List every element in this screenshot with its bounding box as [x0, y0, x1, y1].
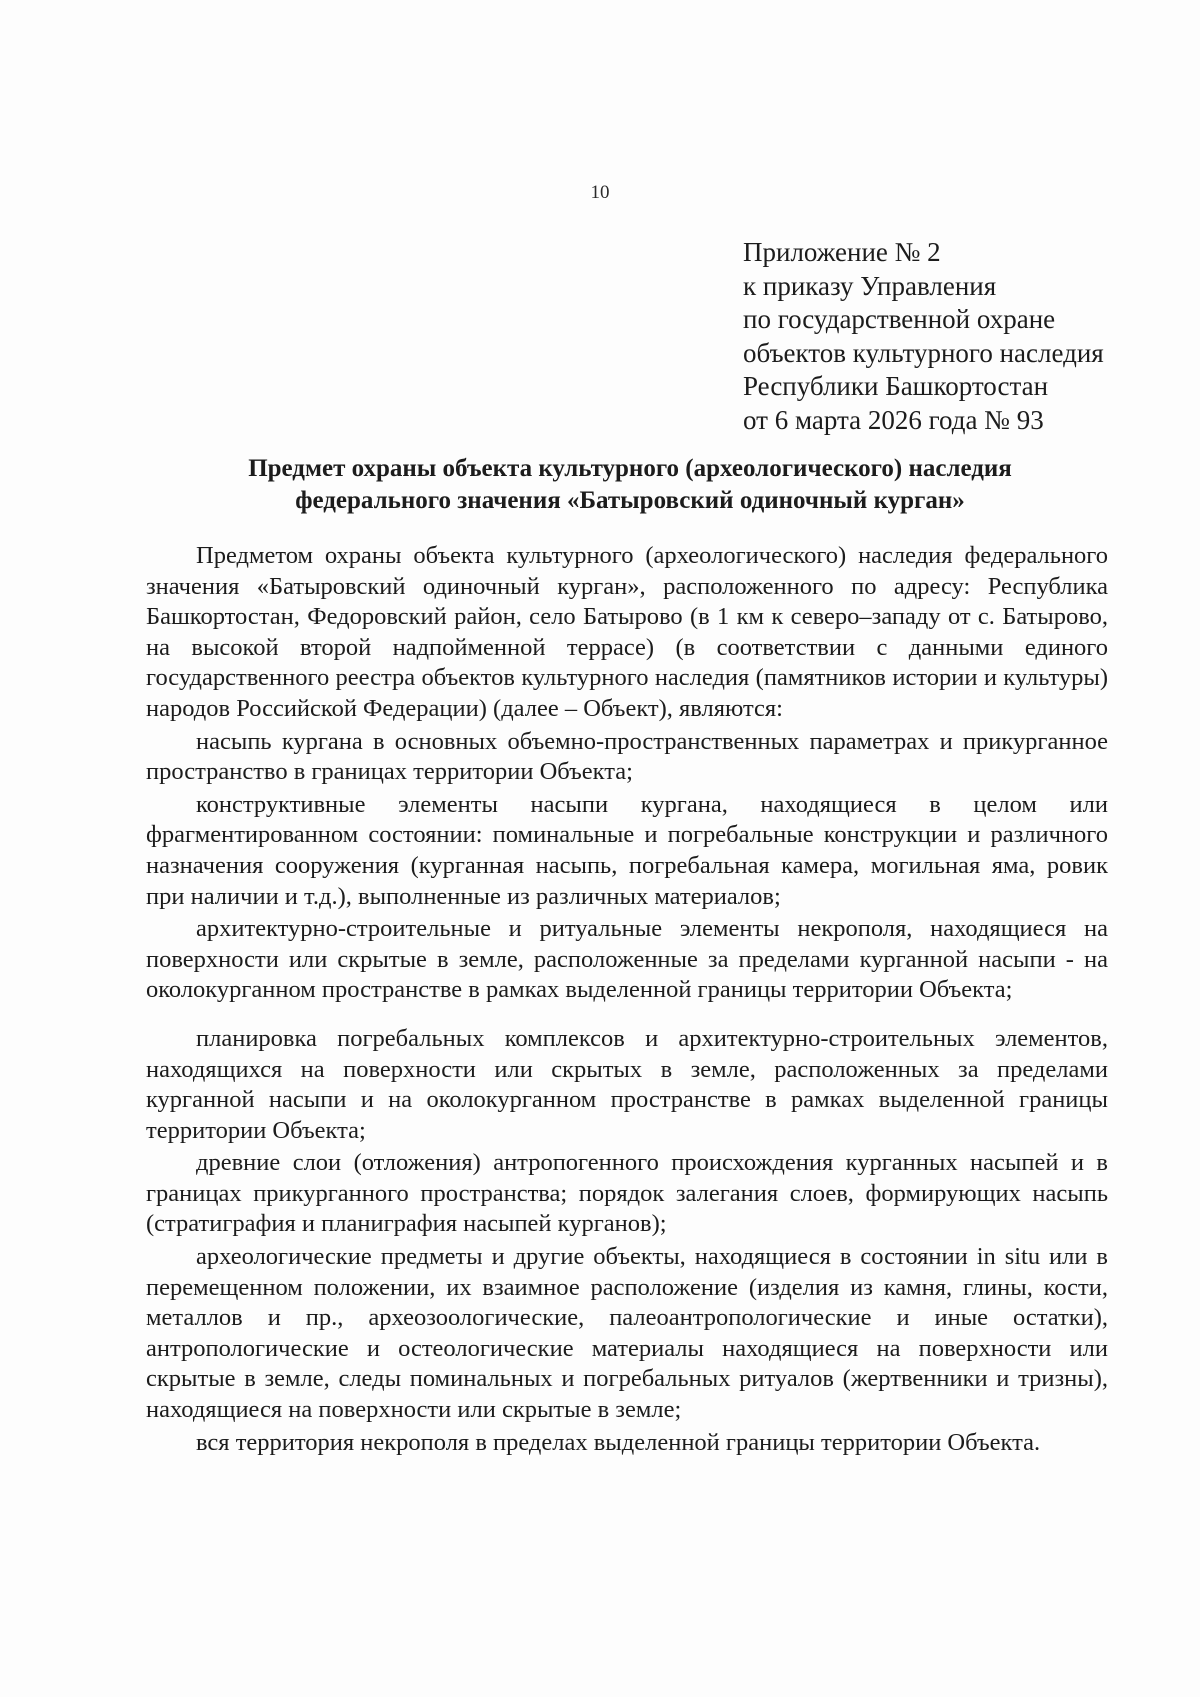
appendix-line: Приложение № 2 [743, 237, 941, 267]
list-item: конструктивные элементы насыпи кургана, находящиеся в целом или фрагментированном состоянии: поминальные и погребальные конструкции и различного назначения сооружения (курганная насыпь, погребальная камера, могильная яма, ровик при наличии и т.д.), выполненные из различных материалов; [146, 790, 1108, 910]
list-item: древние слои (отложения) антропогенного происхождения курганных насыпей и в границах прикурганного пространства; порядок залегания слоев, формирующих насыпь (стратиграфия и планиграфия насыпей курганов); [146, 1149, 1108, 1238]
list-item: архитектурно-строительные и ритуальные элементы некрополя, находящиеся на поверхности или скрытые в земле, расположенные за пределами курганной насыпи - на околокурганном пространстве в рамках выделенной границы территории Объекта; [146, 915, 1108, 1004]
appendix-line: по государственной охране [743, 304, 1056, 334]
list-item: археологические предметы и другие объекты, находящиеся в состоянии in situ или в перемещенном положении, их взаимное расположение (изделия из камня, глины, кости, металлов и пр., археозоологические, палеоантропологические и иные остатки), антропологические и остеологические материалы находящиеся на поверхности или скрытые в земле, следы поминальных и погребальных ритуалов (жертвенники и тризны), находящиеся на поверхности или скрытые в земле; [146, 1243, 1108, 1424]
list-item: насыпь кургана в основных объемно-пространственных параметрах и прикурганное пространство в границах территории Объекта; [146, 727, 1108, 786]
page-number: 10 [590, 182, 610, 203]
title-line: Предмет охраны объекта культурного (археологического) наследия [248, 455, 1012, 482]
appendix-line: от 6 марта 2026 года № 93 [743, 404, 1044, 435]
list-item: планировка погребальных комплексов и архитектурно-строительных элементов, находящихся на поверхности или скрытых в земле, расположенных за пределами курганной насыпи и на околокурганном пространстве в рамках выделенной границы территории Объекта; [146, 1024, 1108, 1144]
title-line: федерального значения «Батыровский одиночный курган» [295, 487, 965, 514]
appendix-line: объектов культурного наследия [743, 337, 1104, 368]
appendix-line: Республики Башкортостан [743, 371, 1049, 401]
appendix-line: к приказу Управления [743, 270, 997, 301]
document-body [146, 541, 1108, 1458]
appendix-header [743, 236, 1143, 437]
intro-paragraph: Предметом охраны объекта культурного (археологического) наследия федерального значения «Батыровский одиночный курган», расположенного по адресу: Республика Башкортостан, Федоровский район, село Батырово (в 1 км к северо–западу от с. Батырово, на высокой второй надпойменной террасе) (в соответствии с данными единого государственного реестра объектов культурного наследия (памятников истории и культуры) народов Российской Федерации) (далее – Объект), являются: [146, 542, 1108, 722]
list-item: вся территория некрополя в пределах выделенной границы территории Объекта. [196, 1428, 1041, 1456]
document-title [140, 453, 1120, 517]
